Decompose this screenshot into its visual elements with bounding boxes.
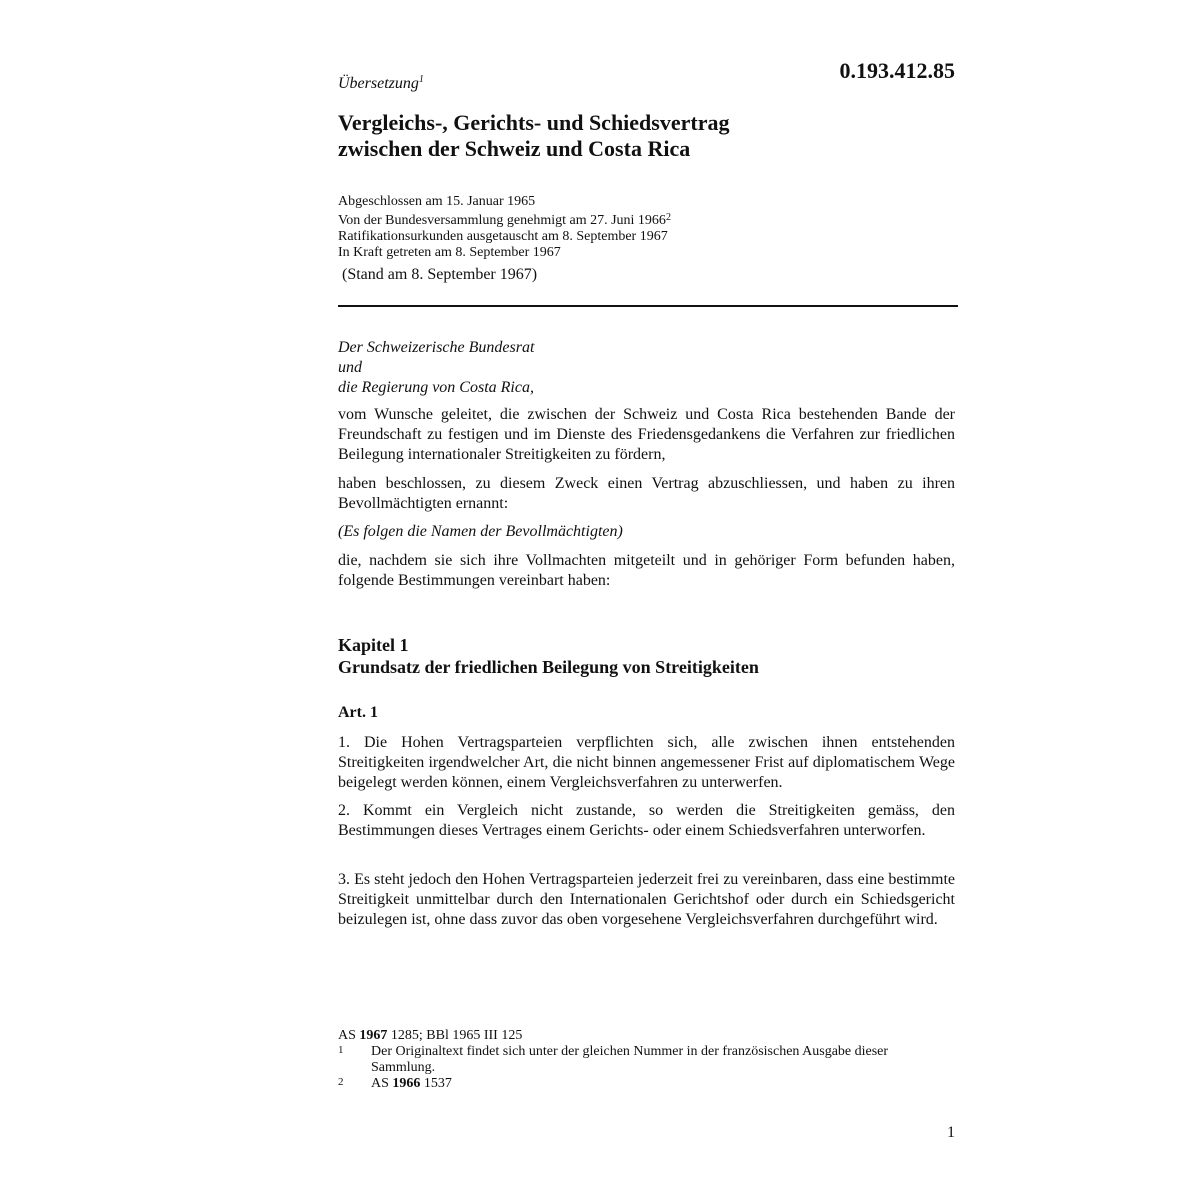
party-switzerland: Der Schweizerische Bundesrat [338, 339, 535, 356]
footnote-2-rest: 1537 [423, 1076, 452, 1091]
source-prefix: AS [338, 1028, 356, 1043]
footnote-2 [338, 1076, 938, 1092]
footnote-marker-2[interactable]: 2 [665, 212, 671, 223]
chapter-label: Kapitel 1 [338, 635, 409, 655]
footnote-1-number: 1 [338, 1044, 344, 1056]
page-number: 1 [947, 1124, 955, 1141]
source-rest: 1285; BBl 1965 III 125 [390, 1028, 523, 1043]
document-title [338, 110, 729, 162]
preamble-paragraph-1: vom Wunsche geleitet, die zwischen der Schweiz und Costa Rica bestehenden Bande der Freundschaft zu festigen und im Dienste des Friedensgedankens die Verfahren zur friedlichen Beilegung internationaler Streitigkeiten zu fördern, [338, 406, 955, 463]
chapter-heading [338, 634, 759, 678]
footnote-2-prefix: AS [371, 1076, 389, 1091]
date-ratified: Ratifikationsurkunden ausgetauscht am 8. September 1967 [338, 229, 668, 244]
date-approved-line [338, 210, 671, 229]
preamble-paragraph-4: die, nachdem sie sich ihre Vollmachten mitgeteilt und in gehöriger Form befunden haben, folgende Bestimmungen vereinbart haben: [338, 552, 955, 589]
title-line-1: Vergleichs-, Gerichts- und Schiedsvertrag [338, 110, 730, 135]
horizontal-divider [338, 305, 958, 307]
footnote-1-text: Der Originaltext findet sich unter der gleichen Nummer in der französischen Ausgabe dieser Sammlung. [371, 1044, 889, 1075]
footnote-2-year: 1966 [392, 1076, 421, 1091]
footnote-marker-1[interactable]: 1 [418, 74, 424, 85]
title-line-2: zwischen der Schweiz und Costa Rica [338, 136, 691, 161]
footnote-2-number: 2 [338, 1076, 344, 1088]
article-paragraph-1: 1. Die Hohen Vertragsparteien verpflichten sich, alle zwischen ihnen entstehenden Streitigkeiten irgendwelcher Art, die nicht binnen angemessener Frist auf diplomatischem Wege beigelegt werden können, einem Vergleichsverfahren zu unterwerfen. [338, 734, 955, 791]
preamble-paragraph-2: haben beschlossen, zu diesem Zweck einen Vertrag abzuschliessen, und haben zu ihren Bevollmächtigten ernannt: [338, 475, 955, 512]
chapter-title: Grundsatz der friedlichen Beilegung von Streitigkeiten [338, 657, 759, 677]
translation-label [338, 74, 424, 93]
preamble-paragraph-3: (Es folgen die Namen der Bevollmächtigten) [338, 523, 623, 540]
date-in-force: In Kraft getreten am 8. September 1967 [338, 245, 561, 260]
document-number: 0.193.412.85 [839, 58, 955, 83]
date-concluded: Abgeschlossen am 15. Januar 1965 [338, 194, 536, 209]
translation-text: Übersetzung [338, 75, 419, 92]
treaty-dates [338, 194, 671, 261]
footnotes [338, 1028, 938, 1092]
article-heading: Art. 1 [338, 704, 378, 721]
article-paragraph-2: 2. Kommt ein Vergleich nicht zustande, so werden die Streitigkeiten gemäss, den Bestimmungen dieses Vertrages einem Gerichts- oder einem Schiedsverfahren unterworfen. [338, 802, 955, 839]
article-paragraph-3: 3. Es steht jedoch den Hohen Vertragsparteien jederzeit frei zu vereinbaren, dass eine bestimmte Streitigkeit unmittelbar durch den Internationalen Gerichtshof oder durch ein Schiedsgericht beizulegen ist, ohne dass zuvor das oben vorgesehene Vergleichsverfahren durchgeführt wird. [338, 871, 955, 928]
date-approved: Von der Bundesversammlung genehmigt am 27. Juni 1966 [338, 213, 666, 228]
preamble-parties [338, 338, 534, 398]
source-year: 1967 [359, 1028, 388, 1043]
status-date: (Stand am 8. September 1967) [342, 266, 538, 283]
footnote-1 [338, 1044, 938, 1076]
footnote-source [338, 1028, 938, 1044]
party-costa-rica: die Regierung von Costa Rica, [338, 379, 534, 396]
party-conjunction: und [338, 359, 362, 376]
